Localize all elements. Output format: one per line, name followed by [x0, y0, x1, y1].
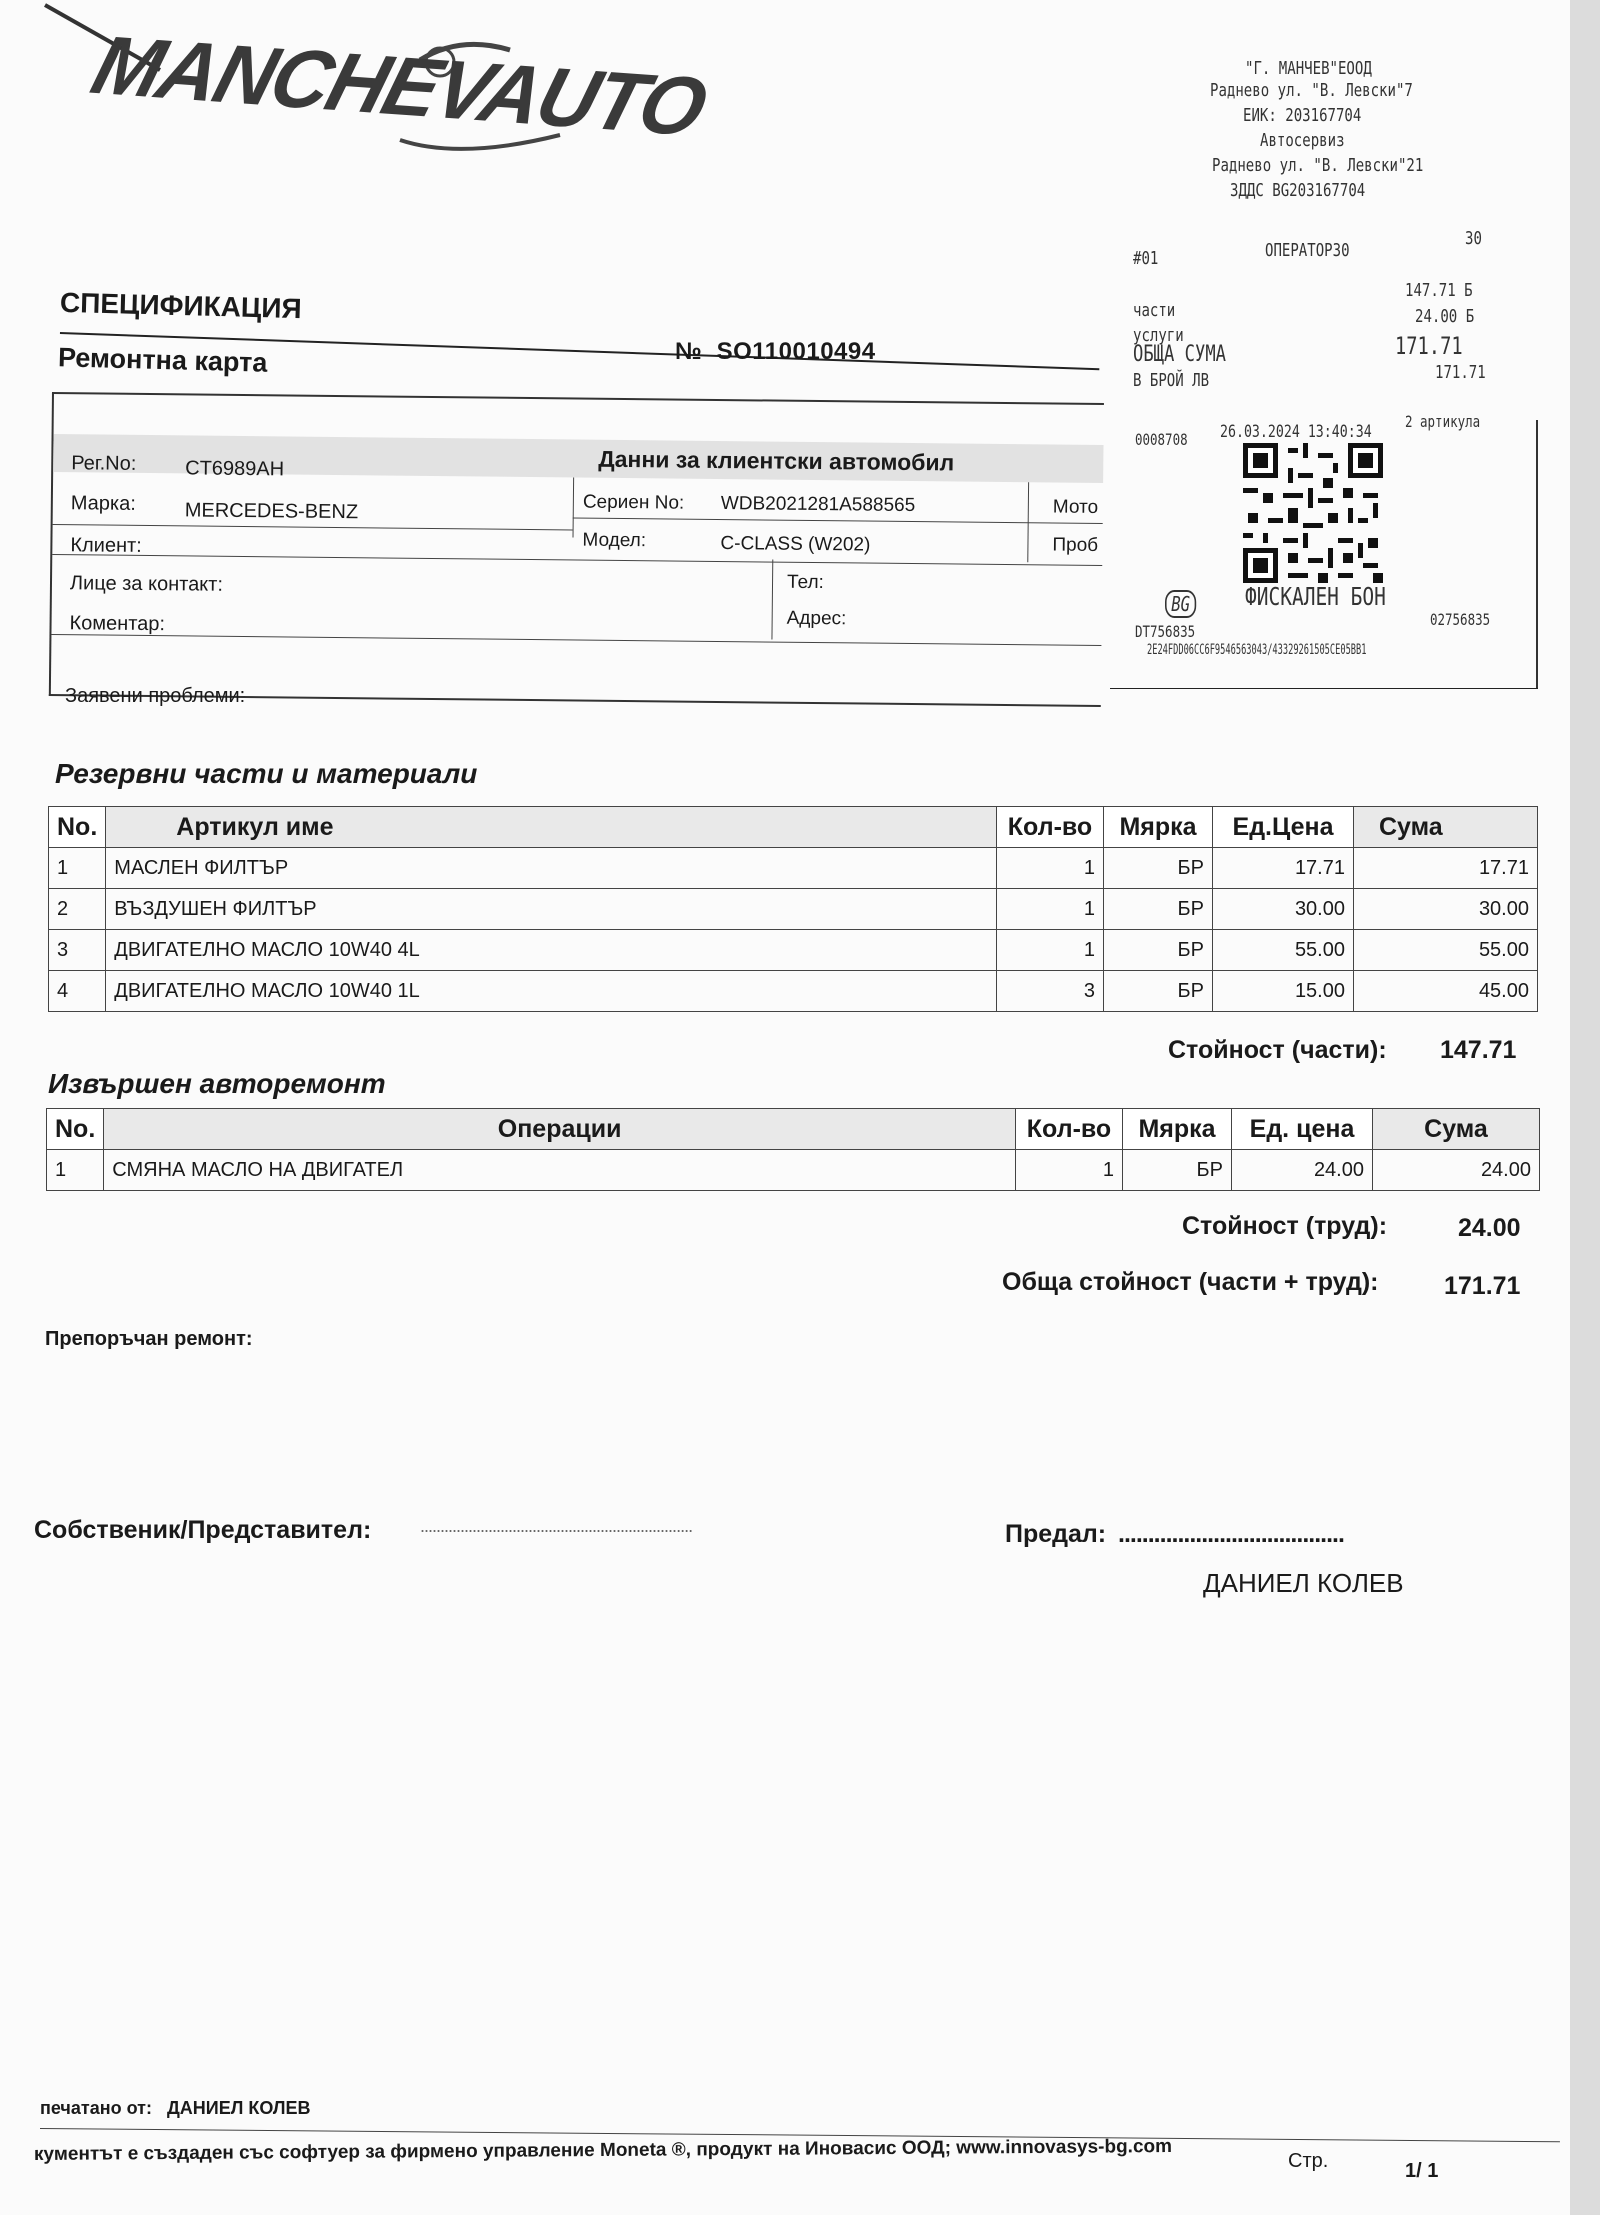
- parts-section-title: Резервни части и материали: [55, 758, 478, 789]
- handed-label: Предал:: [1005, 1520, 1107, 1548]
- client-box-bottom-right: [1110, 688, 1538, 689]
- page-label: Стр.: [1288, 2150, 1329, 2172]
- printed-by: [40, 2098, 311, 2119]
- row-price: 55.00: [1213, 930, 1354, 971]
- labor-col-price: Ед. цена: [1232, 1109, 1373, 1150]
- fiscal-receipt: [1105, 50, 1535, 690]
- address-label: Адрес:: [786, 607, 847, 630]
- row-no: 1: [49, 848, 106, 889]
- doc-no-value: SO110010494: [716, 338, 876, 365]
- receipt-cash-value: 171.71: [1435, 362, 1486, 383]
- owner-signature-line: ....................................................................: [420, 1516, 693, 1536]
- row-name: СМЯНА МАСЛО НА ДВИГАТЕЛ: [104, 1150, 1016, 1191]
- row-price: 30.00: [1213, 889, 1354, 930]
- table-row: [49, 848, 1538, 889]
- receipt-parts-label: части: [1133, 300, 1176, 321]
- row-sum: 30.00: [1354, 889, 1538, 930]
- handed-signature-line: ......................................: [1118, 1520, 1344, 1548]
- client-vehicle-box: [49, 392, 1104, 707]
- client-vdivider-1: [573, 477, 575, 537]
- row-sum: 17.71: [1354, 848, 1538, 889]
- receipt-datetime: 26.03.2024 13:40:34: [1220, 422, 1372, 442]
- client-box-right-edge: [1536, 420, 1538, 688]
- row-qty: 1: [1016, 1150, 1123, 1191]
- model-label: Модел:: [582, 529, 647, 552]
- row-name: МАСЛЕН ФИЛТЪР: [106, 848, 997, 889]
- mileage-label: Проб: [1052, 534, 1099, 556]
- serial-label: Сериен No:: [582, 491, 685, 514]
- owner-label: Собственик/Представител:: [34, 1516, 372, 1544]
- labor-header-row: [47, 1109, 1540, 1150]
- labor-col-unit: Мярка: [1123, 1109, 1232, 1150]
- table-row: [49, 971, 1538, 1012]
- row-price: 17.71: [1213, 848, 1354, 889]
- reg-value: CT6989AH: [185, 457, 285, 481]
- parts-col-unit: Мярка: [1104, 807, 1213, 848]
- receipt-operator-no: 30: [1465, 228, 1482, 249]
- row-unit: БР: [1104, 930, 1213, 971]
- row-no: 1: [47, 1150, 104, 1191]
- row-qty: 1: [997, 930, 1104, 971]
- make-value: MERCEDES-BENZ: [184, 499, 359, 524]
- parts-table: [48, 806, 1538, 1012]
- row-no: 4: [49, 971, 106, 1012]
- row-sum: 45.00: [1354, 971, 1538, 1012]
- parts-header-row: [49, 807, 1538, 848]
- motor-label: Мото: [1052, 496, 1099, 518]
- row-name: ДВИГАТЕЛНО МАСЛО 10W40 1L: [106, 971, 997, 1012]
- receipt-cash-label: В БРОЙ ЛВ: [1133, 370, 1210, 391]
- receipt-address: Раднево ул. "В. Левски"7: [1210, 80, 1413, 101]
- table-row: [49, 889, 1538, 930]
- row-sum: 55.00: [1354, 930, 1538, 971]
- fiscal-memory: 02756835: [1430, 610, 1491, 629]
- phone-label: Тел:: [786, 571, 825, 594]
- table-row: [49, 930, 1538, 971]
- table-row: [47, 1150, 1540, 1191]
- parts-total-label: Стойност (части):: [1168, 1036, 1387, 1064]
- client-divider-1: [53, 524, 573, 530]
- printed-by-label: печатано от:: [40, 2098, 152, 2118]
- receipt-services-label: услуги: [1133, 325, 1184, 346]
- contact-label: Лице за контакт:: [69, 572, 224, 596]
- client-divider-3: [52, 554, 1102, 566]
- client-divider-2: [573, 517, 1103, 524]
- row-no: 3: [49, 930, 106, 971]
- row-qty: 3: [997, 971, 1104, 1012]
- document-number: [675, 338, 876, 366]
- labor-col-qty: Кол-во: [1016, 1109, 1123, 1150]
- labor-total-label: Стойност (труд):: [1182, 1212, 1388, 1240]
- row-name: ДВИГАТЕЛНО МАСЛО 10W40 4L: [106, 930, 997, 971]
- receipt-number: 0008708: [1135, 430, 1188, 449]
- receipt-company: "Г. МАНЧЕВ"ЕООД: [1245, 58, 1372, 79]
- bg-mark: BG: [1165, 590, 1196, 618]
- labor-section-title: Извършен авторемонт: [48, 1068, 386, 1099]
- parts-col-qty: Кол-во: [997, 807, 1104, 848]
- row-no: 2: [49, 889, 106, 930]
- row-qty: 1: [997, 848, 1104, 889]
- receipt-operator: ОПЕРАТОР30: [1265, 240, 1350, 261]
- labor-total-value: 24.00: [1458, 1214, 1521, 1242]
- row-price: 15.00: [1213, 971, 1354, 1012]
- software-note: кументът е създаден със софтуер за фирмено управление Moneta ®, продукт на Иновасис ООД; www.innovasys-bg.com: [33, 2136, 1173, 2165]
- reg-label: Рег.No:: [71, 452, 137, 475]
- client-vdivider-3: [771, 560, 773, 640]
- page-number: 1/ 1: [1405, 2160, 1439, 2182]
- labor-col-no: No.: [47, 1109, 104, 1150]
- row-unit: БР: [1123, 1150, 1232, 1191]
- row-unit: БР: [1104, 889, 1213, 930]
- client-label: Клиент:: [70, 534, 142, 557]
- grand-total-label: Обща стойност (части + труд):: [1002, 1268, 1379, 1296]
- comment-label: Коментар:: [69, 612, 166, 636]
- row-name: ВЪЗДУШЕН ФИЛТЪР: [106, 889, 997, 930]
- receipt-items-count: 2 артикула: [1405, 412, 1481, 431]
- qr-code-icon: [1243, 443, 1383, 583]
- receipt-service: Автосервиз: [1260, 130, 1345, 151]
- repair-card-title: Ремонтна карта: [57, 342, 268, 378]
- parts-total-value: 147.71: [1440, 1036, 1517, 1064]
- grand-total-value: 171.71: [1444, 1272, 1521, 1300]
- row-price: 24.00: [1232, 1150, 1373, 1191]
- receipt-services-value: 24.00 Б: [1415, 306, 1475, 327]
- labor-table: [46, 1108, 1540, 1191]
- recommended-label: Препоръчан ремонт:: [45, 1328, 253, 1350]
- receipt-eik: ЕИК: 203167704: [1243, 105, 1362, 126]
- serial-value: WDB2021281A588565: [720, 493, 916, 517]
- receipt-parts-value: 147.71 Б: [1405, 280, 1473, 301]
- labor-col-sum: Сума: [1373, 1109, 1540, 1150]
- receipt-vat: ЗДДС BG203167704: [1230, 180, 1366, 201]
- receipt-total-value: 171.71: [1395, 332, 1463, 360]
- parts-col-no: No.: [49, 807, 106, 848]
- client-band-title: Данни за клиентски автомобил: [598, 445, 955, 476]
- row-unit: БР: [1104, 848, 1213, 889]
- receipt-hash: 2E24FDD06CC6F9546563043/43329261505CE05BB1: [1147, 642, 1367, 658]
- row-qty: 1: [997, 889, 1104, 930]
- parts-col-name: Артикул име: [106, 807, 997, 848]
- make-label: Марка:: [70, 492, 136, 515]
- doc-no-label: №: [675, 338, 703, 365]
- spec-title: СПЕЦИФИКАЦИЯ: [59, 286, 303, 325]
- receipt-total-label: ОБЩА СУМА: [1133, 342, 1226, 367]
- labor-col-operations: Операции: [104, 1109, 1016, 1150]
- parts-col-price: Ед.Цена: [1213, 807, 1354, 848]
- printed-by-name: ДАНИЕЛ КОЛЕВ: [166, 2098, 311, 2118]
- problems-label: Заявени проблеми:: [65, 685, 246, 707]
- model-value: C-CLASS (W202): [720, 533, 871, 556]
- row-unit: БР: [1104, 971, 1213, 1012]
- receipt-service-address: Раднево ул. "В. Левски"21: [1212, 155, 1424, 176]
- parts-col-sum: Сума: [1354, 807, 1538, 848]
- client-divider-4: [51, 634, 1101, 646]
- company-logo: MANCHEVAUTO: [82, 19, 715, 154]
- device-id: DT756835: [1135, 622, 1196, 641]
- receipt-terminal: #01: [1133, 248, 1159, 269]
- row-sum: 24.00: [1373, 1150, 1540, 1191]
- fiscal-label: ФИСКАЛЕН БОН: [1245, 582, 1386, 611]
- handed-name: ДАНИЕЛ КОЛЕВ: [1203, 1568, 1404, 1598]
